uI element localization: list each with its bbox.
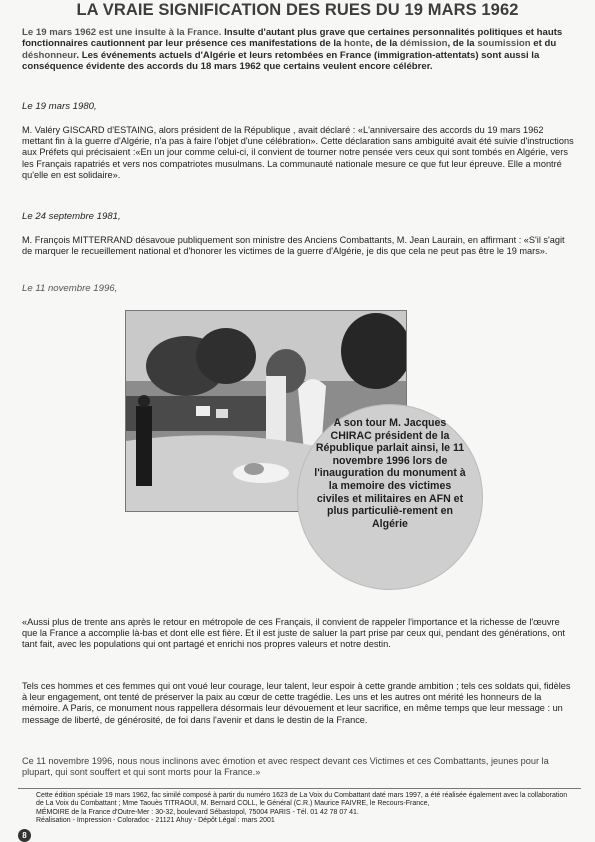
paragraph-mitterrand: M. François MITTERRAND désavoue publiquement son ministre des Anciens Combattants, M. Jean Laurain, en affirmant : «S'il s'agit de marquer le recueillement national et d'honorer les victimes de la guerre d'Algérie, je dis que cela ne peut pas être le 19 mars». xyxy=(22,235,565,257)
dateline-1996: Le 11 novembre 1996, xyxy=(22,283,118,294)
quote-paragraph-3: Ce 11 novembre 1996, nous nous inclinons avec émotion et avec respect devant ces Victimes et ces Combattants, jeunes pour la plupart, qui sont souffert et qui sont morts pour la France.» xyxy=(22,756,549,778)
colophon-line-2: MÉMOIRE de la France d'Outre-Mer : 30-32, boulevard Sébastopol, 75004 PARIS - Tél. 01 42 78 07 41. xyxy=(36,808,359,816)
intro-demission: démission xyxy=(400,38,448,50)
intro-text-5: . Les événements actuels d'Algérie et leurs retombées en France (immigration-attentats) sont aussi la conséquence évidente des accords du 18 mars 1962 que certains veulent encore célébrer. xyxy=(22,49,540,73)
ghost-mark xyxy=(486,580,489,592)
page-title: LA VRAIE SIGNIFICATION DES RUES DU 19 MARS 1962 xyxy=(76,1,519,19)
dateline-1981: Le 24 septembre 1981, xyxy=(22,211,121,222)
paragraph-giscard: M. Valéry GISCARD d'ESTAING, alors président de la République , avait déclaré : «L'anniversaire des accords du 19 mars 1962 mettant fin à la guerre d'Algérie, n'a pas à faire l'objet d'une célébration». Cette déclaration sans ambiguité avait été suivie d'instructions aux Préfets qui précisaient :«En un jour comme celui-ci, il convient de tourner notre pensée vers ceux qui sont tombés en Algérie, vers les Français rapatriés et vers nos compatriotes musulmans. La communauté nationale mesure ce que fut leur épreuve. Elle a montré qu'elle en est solidaire». xyxy=(22,125,574,180)
intro-text-4: et du xyxy=(530,38,557,50)
chirac-callout xyxy=(298,405,482,589)
intro-honte: honte xyxy=(344,38,371,50)
quote-paragraph-2: Tels ces hommes et ces femmes qui ont voué leur courage, leur talent, leur espoir à cette grande ambition ; tels ces soldats qui, fidèles à leur engagement, ont tenté de préserver la paix au cœur de cette tragédie. Les uns et les autres ont mérité les honneurs de la mémoire. A Paris, ce monument nous rappellera désormais leur dévouement et leur sacrifice, en même temps que leur message : un message de liberté, de générosité, de foi dans l'avenir et dans le destin de la France. xyxy=(22,681,571,725)
intro-text-2: , de la xyxy=(370,38,400,50)
colophon-line-1: Cette édition spéciale 19 mars 1962, fac similé composé à partir du numéro 1623 de La Voix du Combattant daté mars 1997, a été réalisée également avec la collaboration de La Voix du Combattant ; Mme Taouès TITRAOUI, M. Bernard COLL, le Général (C.R.) Maurice FAIVRE, le Recours-France, xyxy=(36,792,568,808)
dateline-1980: Le 19 mars 1980, xyxy=(22,101,97,112)
quote-paragraph-1: «Aussi plus de trente ans après le retour en métropole de ces Français, il convient de rappeler l'importance et la richesse de l'œuvre que la France a accomplie là-bas et dont elle est fière. Et il est juste de saluer la part prise par ceux qui, pendant des générations, ont tant fait, avec les populations qui ont partagé et enrichi nos propres valeurs et notre destin. xyxy=(22,617,565,650)
chirac-callout-text: A son tour M. Jacques CHIRAC président de la République parlait ainsi, le 11 novembre 1996 lors de l'inauguration du monument à la memoire des victimes civiles et militaires en AFN et plus particuliè-rement en Algérie xyxy=(314,417,466,530)
colophon xyxy=(18,788,581,841)
intro-paragraph xyxy=(22,27,575,73)
page-number: 8 xyxy=(18,829,31,842)
intro-text-3: , de la xyxy=(447,38,478,50)
intro-soumission: soumission xyxy=(477,38,531,50)
intro-lead: Le 19 mars 1962 est une insulte à la France. xyxy=(22,27,222,38)
colophon-line-3: Réalisation - Impression - Coloradoc - 21121 Ahuy - Dépôt Légal : mars 2001 xyxy=(36,817,275,825)
intro-text-1: Insulte d'autant plus grave que certaines personnalités politiques et hauts fonctionnaires cautionnent par leur présence ces manifestations de la xyxy=(22,27,563,50)
intro-deshonneur: déshonneur xyxy=(22,49,77,61)
